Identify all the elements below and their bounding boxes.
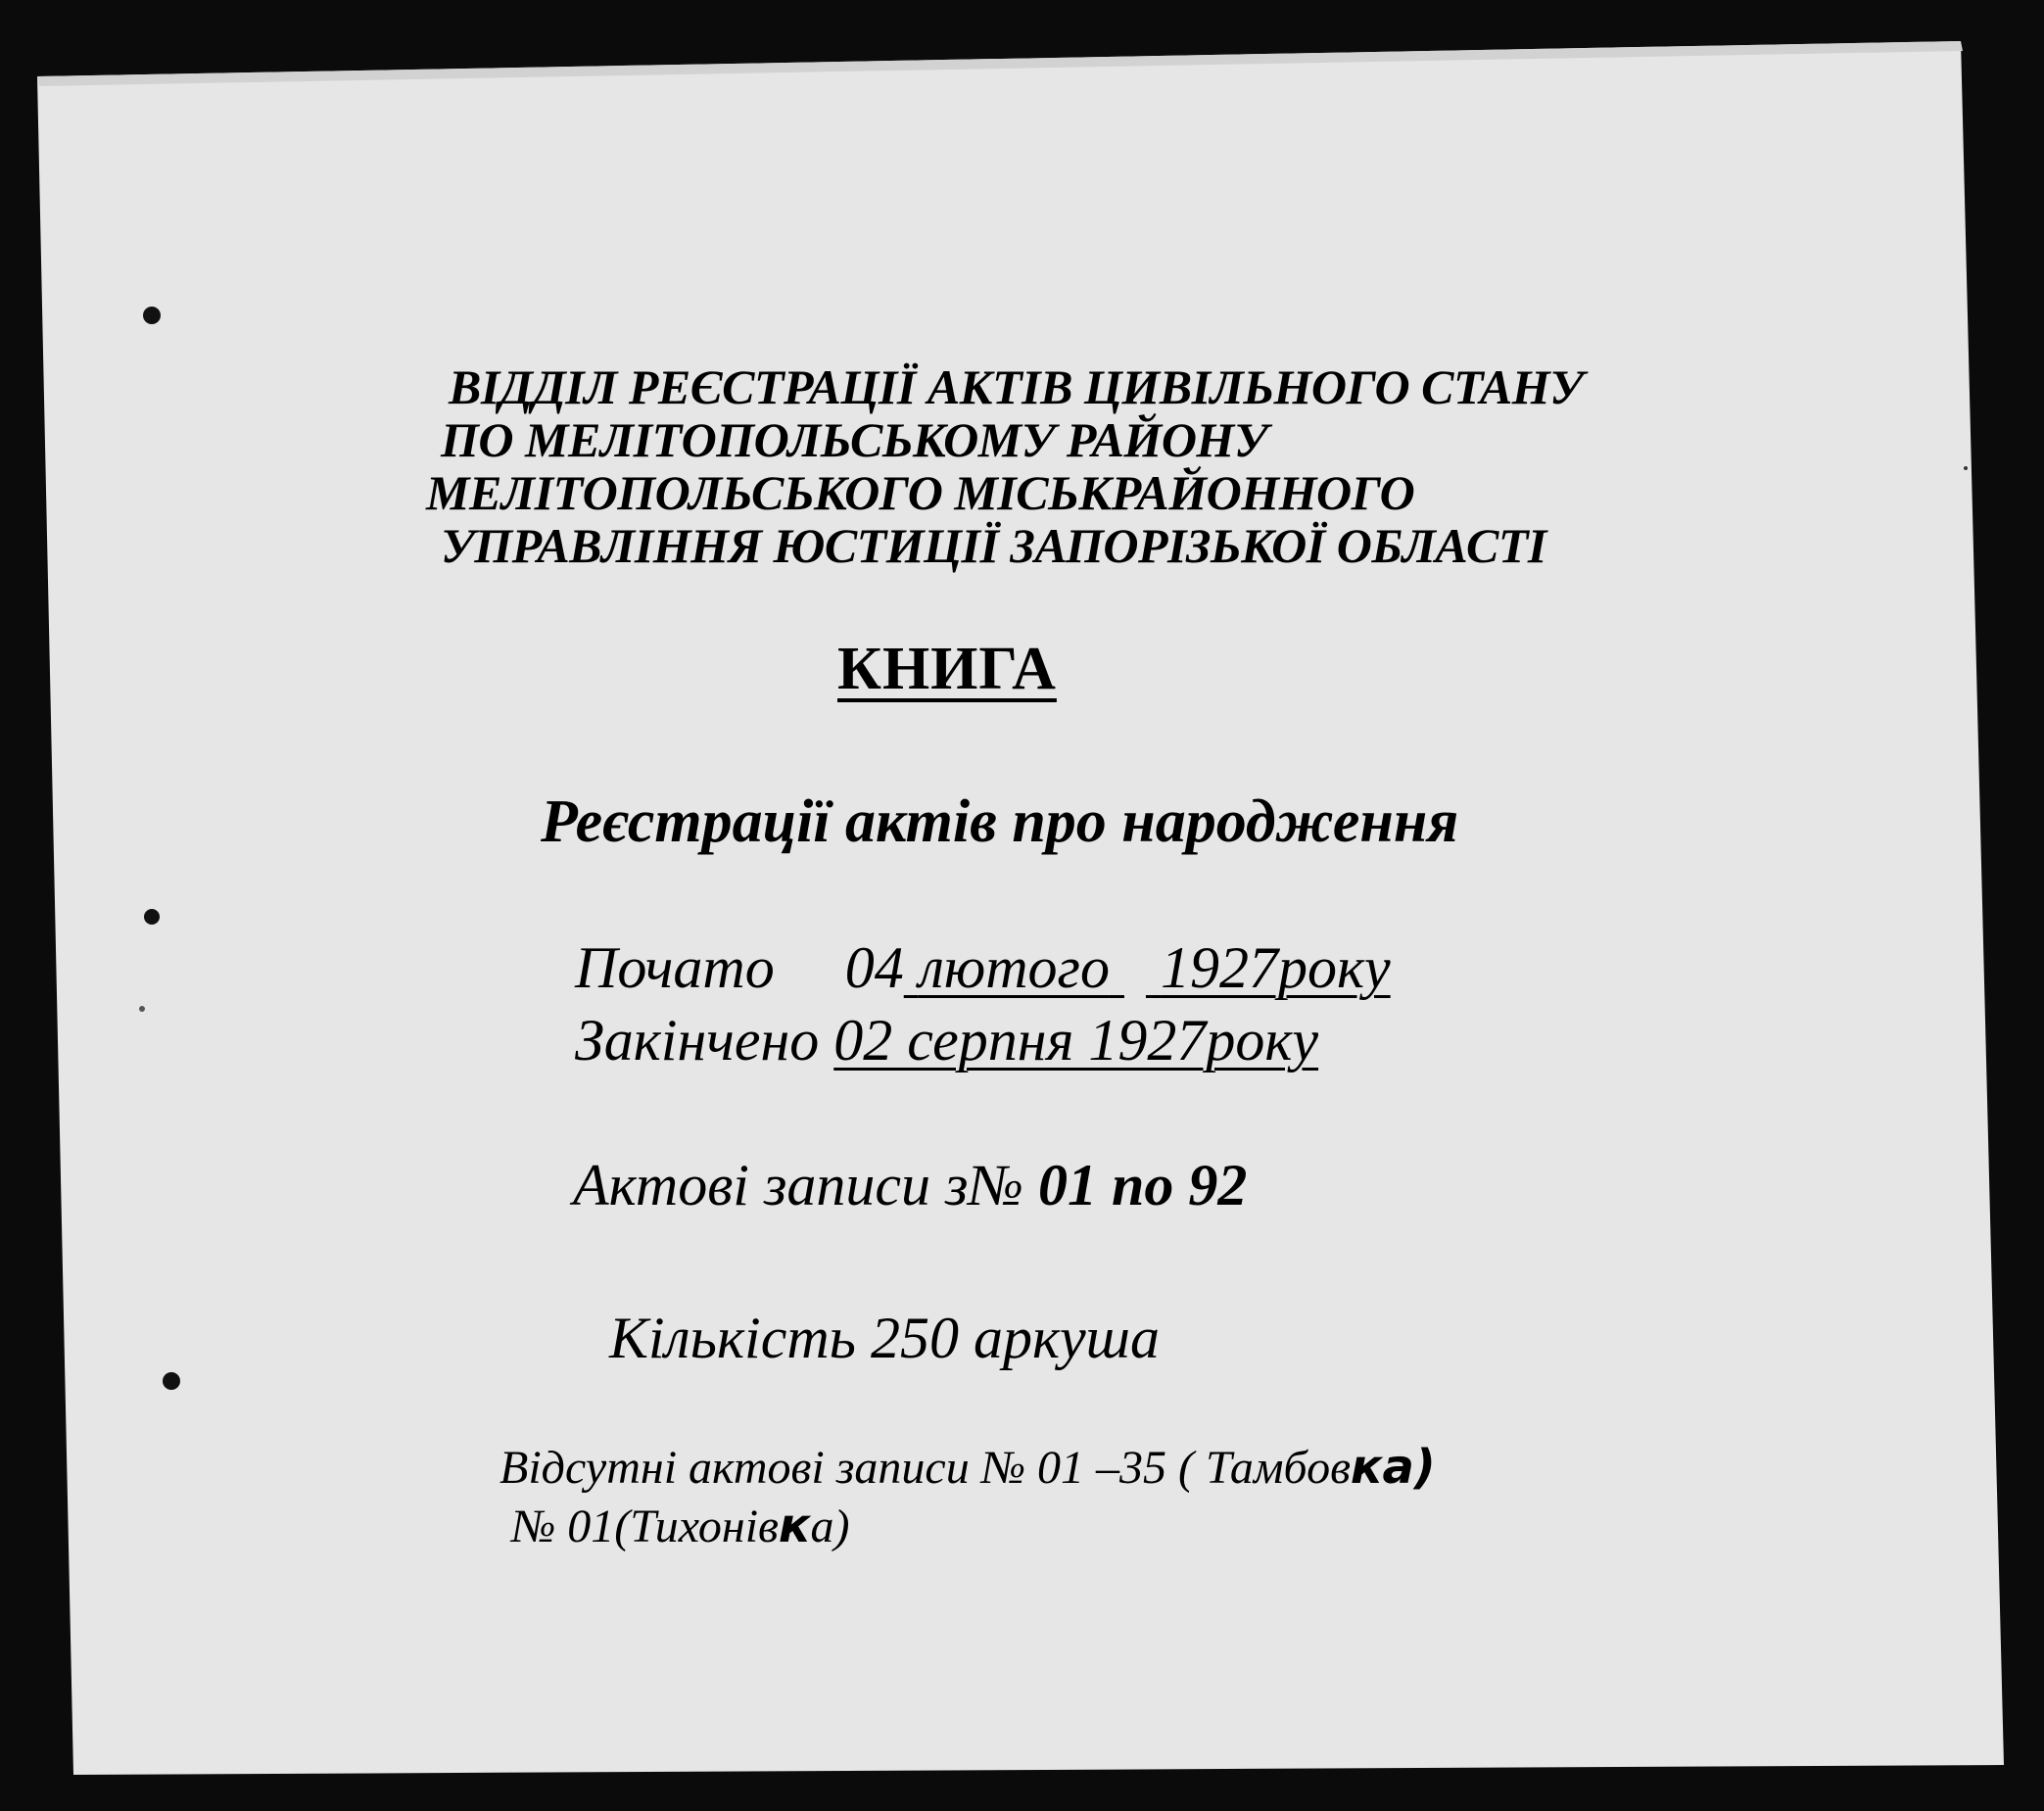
punch-hole — [163, 1372, 180, 1390]
finished-value: 02 серпня 1927року — [833, 1008, 1319, 1072]
header-line-1: ВІДДІЛ РЕЄСТРАЦІЇ АКТІВ ЦИВІЛЬНОГО СТАНУ — [449, 359, 1584, 414]
handwritten-correction: к — [778, 1499, 811, 1553]
started-month: лютого — [918, 935, 1110, 1000]
missing-records-line-1: Відсутні актові записи № 01 –35 ( Тамбовка) — [499, 1440, 1436, 1495]
started-day: 04 — [844, 935, 904, 1000]
handwritten-correction: ка) — [1350, 1440, 1436, 1495]
finished-label: Закінчено — [575, 1008, 820, 1072]
started-date — [575, 935, 1391, 1000]
started-label: Почато — [575, 935, 775, 1000]
header-line-2: ПО МЕЛІТОПОЛЬСЬКОМУ РАЙОНУ — [441, 412, 1268, 467]
record-range-to: 92 — [1188, 1153, 1248, 1217]
header-line-4: УПРАВЛІННЯ ЮСТИЦІЇ ЗАПОРІЗЬКОЇ ОБЛАСТІ — [441, 518, 1546, 573]
book-subject: Реєстрації актів про народження — [541, 788, 1459, 855]
header-line-3: МЕЛІТОПОЛЬСЬКОГО МІСЬКРАЙОННОГО — [426, 465, 1415, 520]
started-year: 1927року — [1160, 935, 1391, 1000]
record-range-prefix: Актові записи з№ — [573, 1153, 1023, 1217]
punch-hole — [144, 909, 160, 925]
record-range — [573, 1153, 1248, 1217]
missing-records-line-2: № 01(Тихонівка) — [511, 1499, 850, 1553]
book-title: КНИГА — [837, 636, 1057, 702]
punch-hole — [143, 307, 161, 324]
record-range-separator: по — [1112, 1153, 1174, 1217]
record-range-from: 01 — [1038, 1153, 1097, 1217]
finished-date — [575, 1008, 1319, 1072]
sheet-count: Кількість 250 аркуша — [609, 1306, 1160, 1370]
